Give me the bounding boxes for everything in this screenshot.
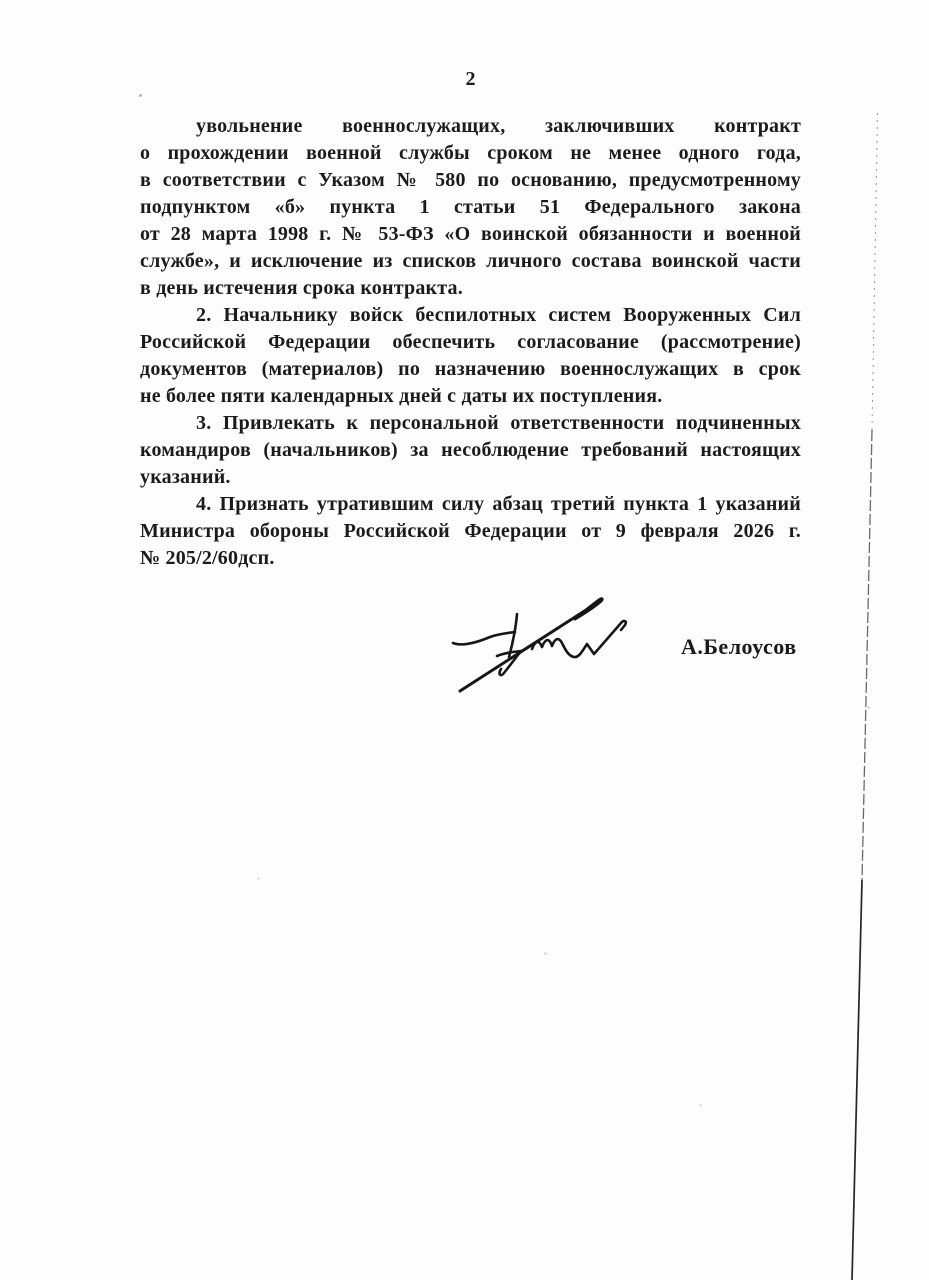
signature-stroke bbox=[453, 632, 515, 644]
paragraph-item-3 bbox=[140, 410, 801, 491]
paragraph-item-2 bbox=[140, 302, 801, 410]
text-line: о прохождении военной службы сроком не менее одного года, bbox=[140, 142, 801, 164]
scan-noise-specks bbox=[0, 0, 1, 1]
text-line: увольнение военнослужащих, заключивших контракт bbox=[196, 115, 801, 137]
text-line: Российской Федерации обеспечить согласование (рассмотрение) bbox=[140, 331, 801, 353]
text-line: командиров (начальников) за несоблюдение требований настоящих bbox=[140, 439, 801, 461]
text-line: в соответствии с Указом № 580 по основанию, предусмотренному bbox=[140, 169, 801, 191]
signatory-name: А.Белоусов bbox=[681, 634, 797, 659]
text-line: подпунктом «б» пункта 1 статьи 51 Федерального закона bbox=[140, 196, 801, 218]
text-line: 2. Начальнику войск беспилотных систем Вооруженных Сил bbox=[196, 304, 801, 326]
document-body bbox=[140, 113, 801, 572]
text-line: 3. Привлекать к персональной ответственности подчиненных bbox=[196, 412, 801, 434]
text-line: не более пяти календарных дней с даты их поступления. bbox=[140, 385, 663, 407]
text-line: Министра обороны Российской Федерации от 9 февраля 2026 г. bbox=[140, 520, 801, 542]
signature-stroke bbox=[460, 599, 602, 691]
scan-line-mid bbox=[862, 430, 872, 880]
text-line: 4. Признать утратившим силу абзац третий пункта 1 указаний bbox=[196, 493, 801, 515]
signature-handwriting bbox=[438, 586, 658, 706]
text-line: в день истечения срока контракта. bbox=[140, 277, 463, 299]
scan-line-faint bbox=[872, 113, 878, 430]
page-number: 2 bbox=[465, 68, 476, 90]
text-line: указаний. bbox=[140, 466, 231, 488]
paragraph-item-4 bbox=[140, 491, 801, 572]
scan-line-dark bbox=[852, 880, 862, 1280]
text-line: службе», и исключение из списков личного состава воинской части bbox=[140, 250, 801, 272]
signature-stroke bbox=[532, 621, 626, 657]
paragraph-discharge-clause bbox=[140, 113, 801, 302]
text-line: документов (материалов) по назначению военнослужащих в срок bbox=[140, 358, 801, 380]
text-line: № 205/2/60дсп. bbox=[140, 547, 275, 569]
text-line: от 28 марта 1998 г. № 53-ФЗ «О воинской обязанности и военной bbox=[140, 223, 801, 245]
